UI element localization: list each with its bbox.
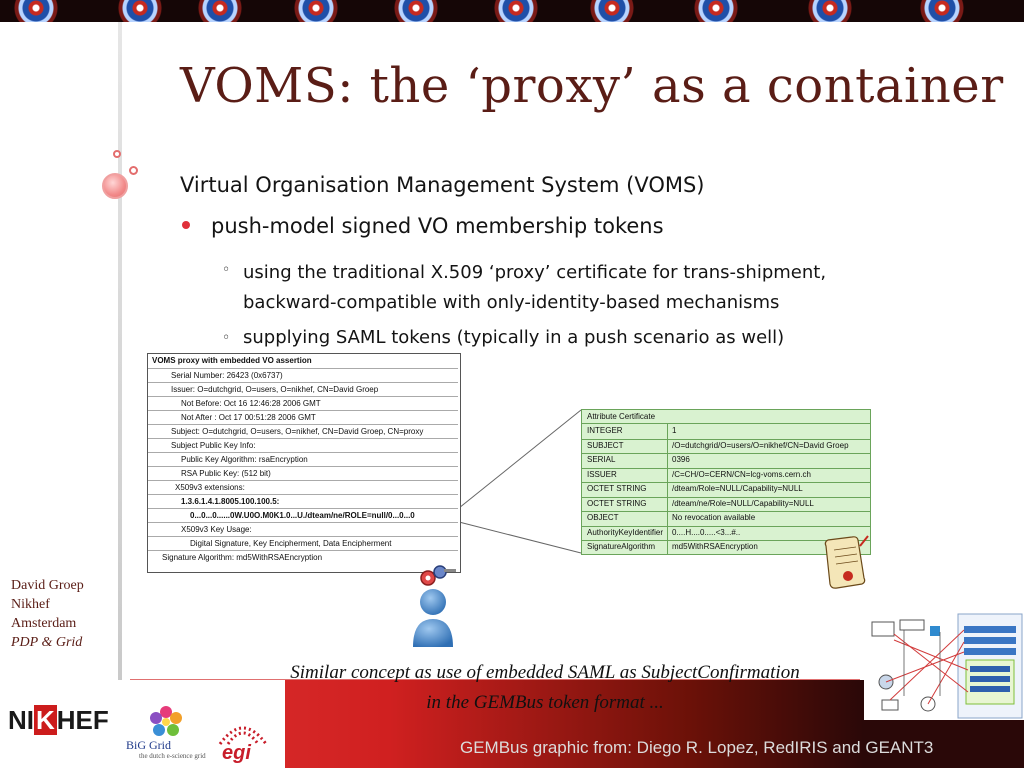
sub-bullet-marker: ◦ [222,262,231,278]
attr-key: SUBJECT [587,440,624,450]
footer-credit: GEMBus graphic from: Diego R. Lopez, RedIRIS and GEANT3 [460,738,934,757]
attr-row [582,424,870,440]
attr-key: OCTET STRING [587,498,647,508]
attr-key: OCTET STRING [587,484,647,493]
gembus-diagram [864,612,1024,720]
attr-key: SignatureAlgorithm [587,542,656,551]
attr-key: OBJECT [587,513,619,522]
cert-row [148,452,458,467]
attr-value: /O=dutchgrid/O=users/O=nikhef/CN=David Groep [672,440,849,450]
sub-bullet-proxy-line1: using the traditional X.509 ‘proxy’ certificate for trans-shipment, [243,262,827,283]
attr-key: ISSUER [587,469,617,479]
nikhef-logo [8,705,109,736]
attr-value: /dteam/ne/Role=NULL/Capability=NULL [672,498,814,508]
attr-key: INTEGER [587,426,623,435]
connector-line-top [459,410,581,508]
cert-row [148,354,458,368]
author-name: David Groep [11,578,84,593]
attr-value: md5WithRSAEncryption [672,542,758,551]
cert-row-text: Issuer: O=dutchgrid, O=users, O=nikhef, CN=David Groep [171,385,379,394]
cert-row-text: Subject Public Key Info: [171,441,256,450]
egi-logo-text: egi [222,742,251,764]
cert-row-text: Subject: O=dutchgrid, O=users, O=nikhef, CN=David Groep, CN=proxy [171,427,424,436]
caption-line2: in the GEMBus token format ... [426,692,664,713]
cert-row-text: Signature Algorithm: md5WithRSAEncryption [162,553,323,562]
cert-row [148,522,458,537]
attr-value: No revocation available [672,513,756,522]
nikhef-logo-k: K [36,705,55,735]
cert-row [148,466,458,481]
cert-row [148,508,458,523]
attr-value: /C=CH/O=CERN/CN=lcg-voms.cern.ch [672,469,811,479]
attr-value: 0....H....0.....<3...#.. [672,527,741,537]
cert-row-text: X509v3 Key Usage: [181,525,252,534]
attr-row [582,468,870,484]
voms-proxy-certificate [147,353,461,573]
sub-bullet-saml: supplying SAML tokens (typically in a push scenario as well) [243,327,785,348]
biggrid-tagline: the dutch e-science grid [139,752,206,760]
cert-row [148,550,458,565]
cert-row-text: X509v3 extensions: [175,483,245,492]
attr-row [582,453,870,469]
cert-row-text: Not After : Oct 17 00:51:28 2006 GMT [181,413,316,422]
bullet-push-model: push-model signed VO membership tokens [211,214,664,238]
nikhef-logo-b: HEF [56,705,109,735]
attr-row [582,511,870,527]
gembus-diagram-graphic [864,612,1024,720]
attr-value: 1 [672,426,677,435]
scroll-icon [820,532,870,592]
cert-row [148,410,458,425]
slide-title: VOMS: the ‘proxy’ as a container [180,58,1004,114]
user-icon [410,585,456,651]
author-org: Nikhef [11,597,50,612]
cert-row [148,424,458,439]
cert-row-text: RSA Public Key: (512 bit) [181,469,271,478]
attr-key: SERIAL [587,455,616,464]
author-topic: PDP & Grid [11,635,83,650]
cert-row-text: Digital Signature, Key Encipherment, Data Encipherment [190,539,392,548]
biggrid-flower-icon [148,704,184,740]
cert-row-text: 1.3.6.1.4.1.8005.100.100.5: [181,497,280,506]
author-city: Amsterdam [11,616,77,631]
cert-row [148,480,458,495]
attr-row [582,497,870,513]
attr-table-title: Attribute Certificate [582,410,870,424]
attr-row [582,439,870,455]
attr-value: 0396 [672,455,690,464]
cert-row [148,438,458,453]
cert-row-text: Public Key Algorithm: rsaEncryption [181,455,308,464]
cert-row-text: VOMS proxy with embedded VO assertion [152,356,312,365]
caption-line1: Similar concept as use of embedded SAML as SubjectConfirmation [290,662,800,683]
attr-key: AuthorityKeyIdentifier [587,527,664,537]
sub-bullet-marker: ◦ [222,330,231,346]
nikhef-logo-a: NI [8,705,34,735]
biggrid-logo-text: BiG Grid [126,738,171,752]
cert-row [148,494,458,509]
sub-bullet-proxy-line2: backward-compatible with only-identity-based mechanisms [243,292,780,313]
attr-value: /dteam/Role=NULL/Capability=NULL [672,484,803,493]
attr-row [582,482,870,498]
caption [200,658,890,718]
author-info [11,576,84,652]
intro-line: Virtual Organisation Management System (VOMS) [180,173,705,197]
cert-row [148,396,458,411]
cert-row-text: Serial Number: 26423 (0x6737) [171,371,283,380]
cert-row-text: Not Before: Oct 16 12:46:28 2006 GMT [181,399,321,408]
cert-row [148,368,458,383]
cert-row-text: 0...0...0......0W.U0O.M0K1.0...U./dteam/ne/ROLE=null/0...0...0 [190,511,415,520]
cert-row [148,536,458,551]
cert-row [148,382,458,397]
connector-line-bottom [459,522,581,553]
